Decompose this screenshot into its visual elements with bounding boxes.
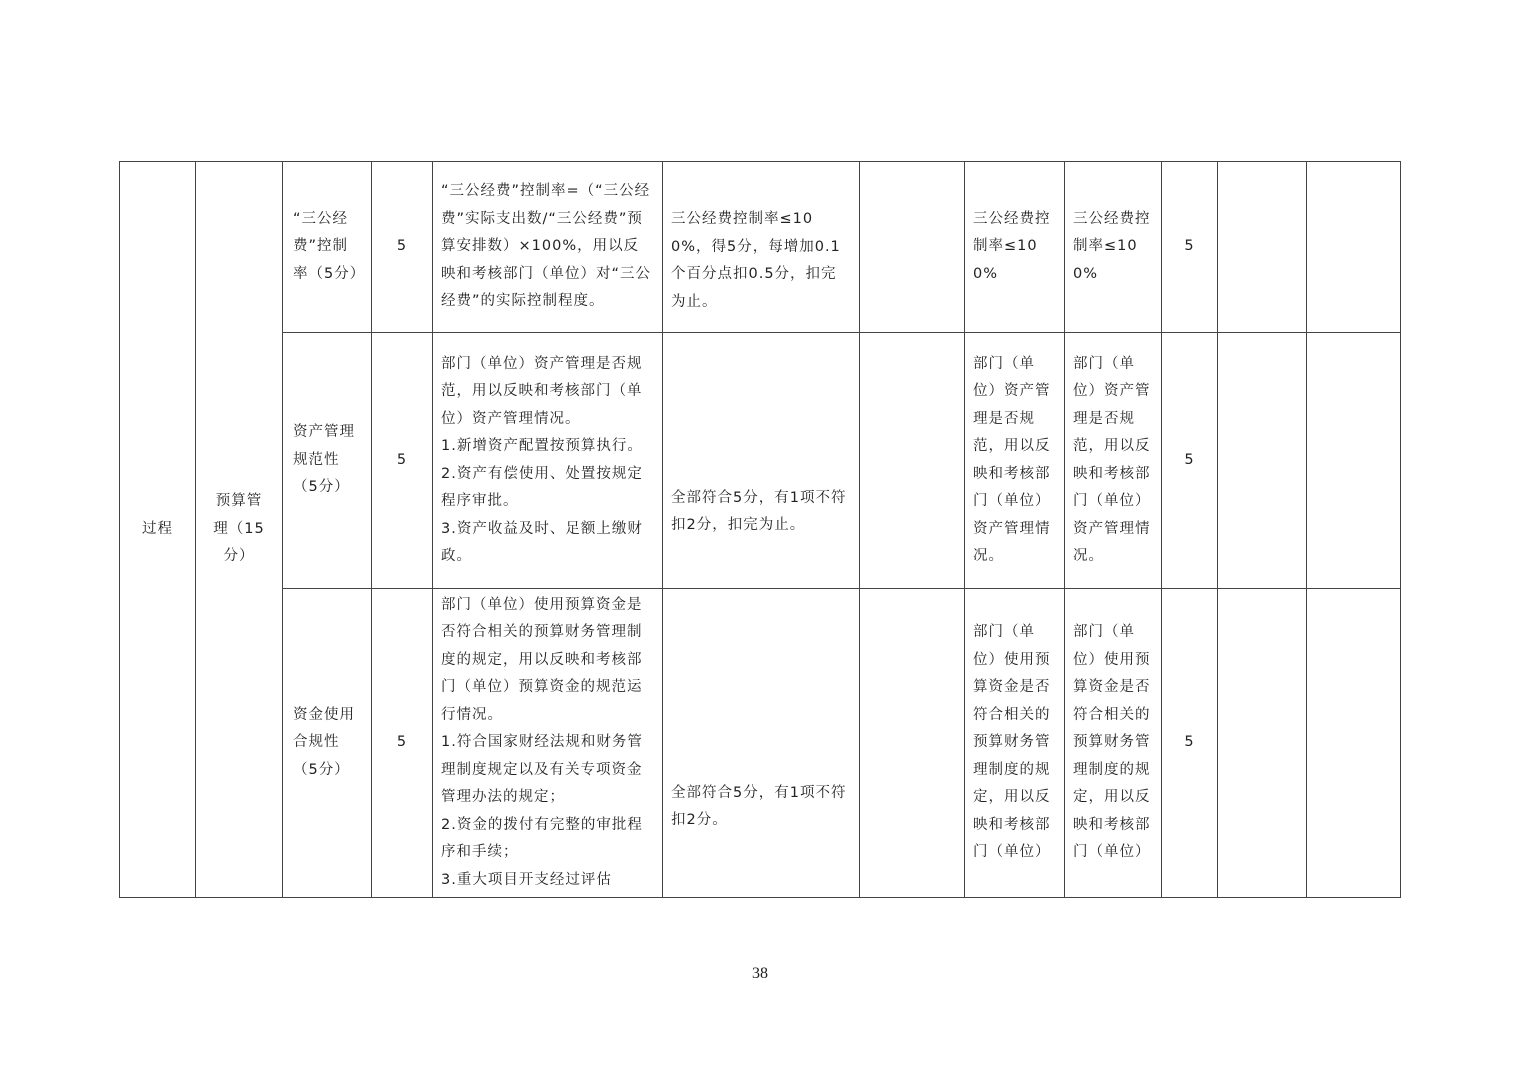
indicator-label: 资产管理规范性（5分） — [293, 424, 355, 496]
indicator-label: “三公经费”控制率（5分） — [293, 210, 366, 282]
explanation-item: 2.资产有偿使用、处置按规定程序审批。 — [441, 465, 643, 509]
explanation-item: 2.资金的拨付有完整的审批程序和手续； — [441, 816, 643, 861]
explanation-item: 1.新增资产配置按预算执行。 — [441, 438, 643, 454]
blank-cell — [1218, 589, 1307, 898]
explanation-text: “三公经费”控制率=（“三公经费”实际支出数/“三公经费”预算安排数）×100%，用以反映和考核部门（单位）对“三公经费”的实际控制程度。 — [441, 183, 652, 310]
weight-cell — [372, 333, 433, 589]
indicator-cell — [283, 162, 372, 333]
level1-label: 过程 — [142, 520, 173, 537]
explanation-cell — [433, 589, 663, 898]
weight-value: 5 — [396, 451, 408, 468]
weight-cell — [372, 589, 433, 898]
target-text: 部门（单位）使用预算资金是否符合相关的预算财务管理制度的规定，用以反映和考核部门（单位） — [973, 624, 1051, 861]
actual-cell — [1065, 333, 1162, 589]
target-text: 三公经费控制率≤100% — [973, 210, 1051, 282]
explanation-item: 3.资产收益及时、足额上缴财政。 — [441, 520, 643, 564]
table-row — [120, 162, 1401, 333]
weight-value: 5 — [396, 238, 408, 255]
explanation-text: 部门（单位）资产管理是否规范，用以反映和考核部门（单位）资产管理情况。 — [441, 355, 643, 427]
explanation-cell — [433, 162, 663, 333]
standard-text: 全部符合5分，有1项不符扣2分。 — [671, 784, 847, 828]
standard-cell — [663, 589, 860, 898]
indicator-cell — [283, 333, 372, 589]
blank-cell — [1307, 333, 1401, 589]
standard-text: 全部符合5分，有1项不符扣2分，扣完为止。 — [671, 489, 847, 533]
score-cell — [1162, 589, 1218, 898]
score-cell — [1162, 162, 1218, 333]
actual-text: 三公经费控制率≤100% — [1073, 210, 1151, 282]
blank-cell — [1218, 162, 1307, 333]
score-value: 5 — [1184, 238, 1195, 255]
standard-cell — [663, 333, 860, 589]
score-cell — [1162, 333, 1218, 589]
standard-text: 三公经费控制率≤100%，得5分，每增加0.1个百分点扣0.5分，扣完为止。 — [671, 211, 841, 310]
standard-cell — [663, 162, 860, 333]
score-value: 5 — [1184, 734, 1195, 751]
indicator-label: 资金使用合规性（5分） — [293, 706, 355, 778]
actual-cell — [1065, 589, 1162, 898]
target-cell — [965, 333, 1065, 589]
explanation-item: 1.符合国家财经法规和财务管理制度规定以及有关专项资金管理办法的规定； — [441, 734, 643, 806]
weight-cell — [372, 162, 433, 333]
target-cell — [965, 162, 1065, 333]
level2-cell — [196, 162, 283, 898]
target-cell — [965, 589, 1065, 898]
indicator-cell — [283, 589, 372, 898]
explanation-text: 部门（单位）使用预算资金是否符合相关的预算财务管理制度的规定，用以反映和考核部门（单位）预算资金的规范运行情况。 — [441, 596, 643, 723]
level2-label: 预算管理（15分） — [213, 493, 265, 565]
blank-cell — [860, 162, 965, 333]
blank-cell — [860, 589, 965, 898]
target-text: 部门（单位）资产管理是否规范，用以反映和考核部门（单位）资产管理情况。 — [973, 355, 1051, 564]
score-value: 5 — [1184, 451, 1195, 468]
explanation-cell — [433, 333, 663, 589]
page-number: 38 — [752, 965, 768, 982]
blank-cell — [1307, 162, 1401, 333]
actual-text: 部门（单位）资产管理是否规范，用以反映和考核部门（单位）资产管理情况。 — [1073, 355, 1151, 564]
actual-text: 部门（单位）使用预算资金是否符合相关的预算财务管理制度的规定，用以反映和考核部门（单位） — [1073, 624, 1151, 861]
table-row — [120, 333, 1401, 589]
evaluation-table — [119, 161, 1401, 898]
level1-cell — [120, 162, 196, 898]
blank-cell — [860, 333, 965, 589]
table-row — [120, 589, 1401, 898]
explanation-item: 3.重大项目开支经过评估 — [441, 871, 612, 888]
blank-cell — [1218, 333, 1307, 589]
blank-cell — [1307, 589, 1401, 898]
actual-cell — [1065, 162, 1162, 333]
weight-value: 5 — [396, 734, 408, 751]
